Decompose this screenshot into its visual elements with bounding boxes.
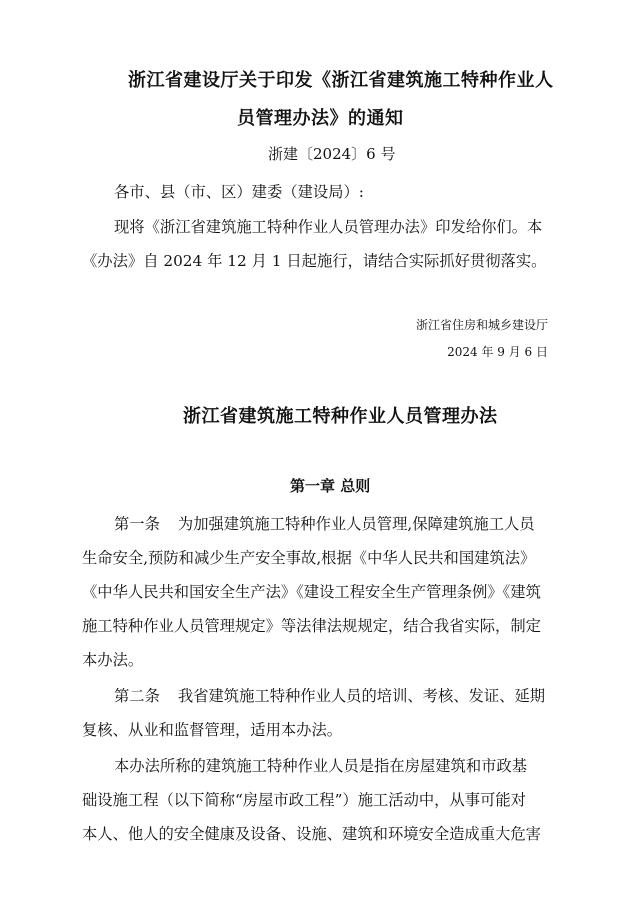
article2-label: 第二条	[114, 687, 160, 705]
article1-line5: 本办法。	[82, 651, 144, 669]
document-number: 浙建〔2024〕6 号	[268, 145, 396, 163]
article1-line4: 施工特种作业人员管理规定》等法律法规规定，结合我省实际，制定	[82, 617, 541, 635]
article2-line2: 复核、从业和监督管理，适用本办法。	[82, 721, 343, 739]
paragraph3-line3: 本人、他人的安全健康及设备、设施、建筑和环境安全造成重大危害	[82, 825, 541, 843]
salutation: 各市、县（市、区）建委（建设局）:	[114, 183, 364, 201]
article2-line1	[114, 687, 545, 705]
article1-line1	[114, 515, 535, 533]
notice-title-line2: 员管理办法》的通知	[237, 108, 404, 129]
signature-organization: 浙江省住房和城乡建设厅	[415, 318, 548, 332]
article1-text: 为加强建筑施工特种作业人员管理,保障建筑施工人员	[177, 515, 535, 533]
notice-body-line1: 现将《浙江省建筑施工特种作业人员管理办法》印发给你们。本	[114, 218, 543, 236]
measures-title: 浙江省建筑施工特种作业人员管理办法	[183, 406, 498, 427]
article1-line2: 生命安全,预防和减少生产安全事故,根据《中华人民共和国建筑法》	[82, 549, 536, 567]
notice-body-line2: 《办法》自 2024 年 12 月 1 日起施行，请结合实际抓好贯彻落实。	[82, 252, 547, 270]
notice-title-line1: 浙江省建设厅关于印发《浙江省建筑施工特种作业人	[128, 70, 554, 91]
paragraph3-line1: 本办法所称的建筑施工特种作业人员是指在房屋建筑和市政基	[114, 757, 528, 775]
article1-label: 第一条	[114, 515, 160, 533]
article2-text: 我省建筑施工特种作业人员的培训、考核、发证、延期	[177, 687, 546, 705]
article1-line3: 《中华人民共和国安全生产法》《建设工程安全生产管理条例》《建筑	[82, 583, 541, 601]
paragraph3-line2: 础设施工程（以下简称“房屋市政工程”）施工活动中，从事可能对	[82, 791, 526, 809]
chapter-title: 第一章 总则	[290, 477, 371, 495]
signature-date: 2024 年 9 月 6 日	[447, 345, 548, 359]
